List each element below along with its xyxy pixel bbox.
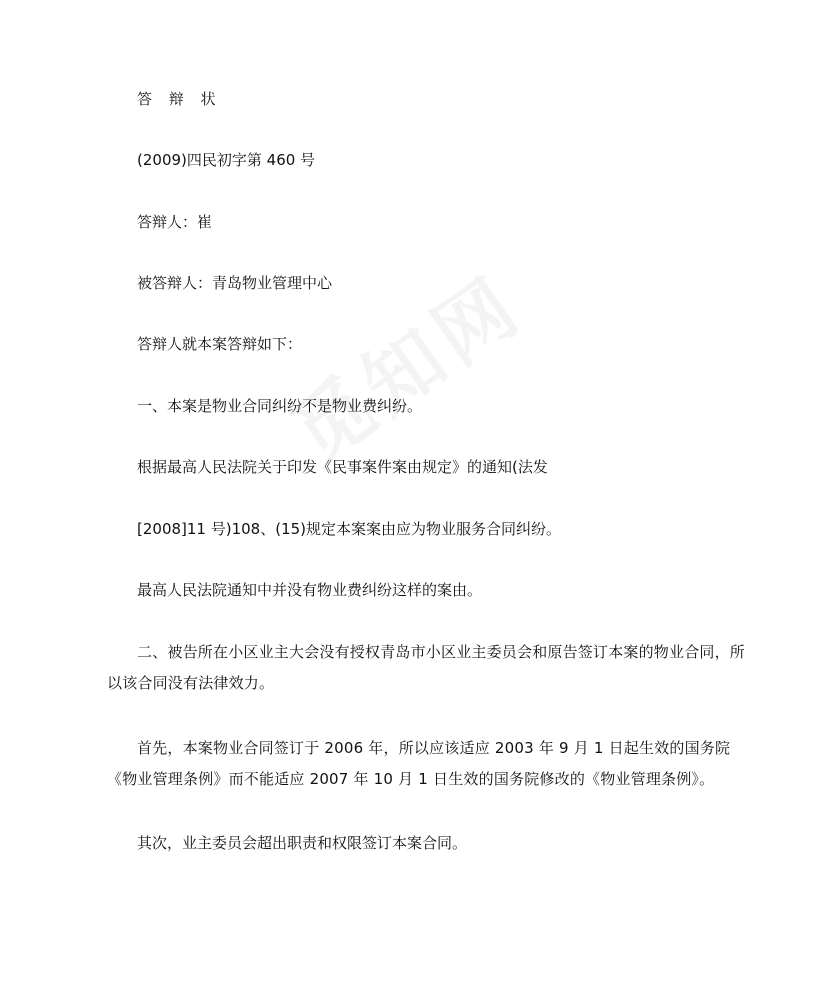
opposing-party-line: 被答辩人：青岛物业管理中心 — [137, 274, 333, 292]
intro-line: 答辩人就本案答辩如下： — [137, 335, 303, 353]
respondent-line: 答辩人：崔 — [137, 213, 213, 231]
point2-heading: 二、被告所在小区业主大会没有授权青岛市小区业主委员会和原告签订本案的物业合同，所以该合同没有法律效力。 — [107, 643, 746, 692]
point1-line2: [2008]11 号)108、(15)规定本案案由应为物业服务合同纠纷。 — [137, 520, 562, 538]
point2-first: 首先，本案物业合同签订于 2006 年，所以应该适应 2003 年 9 月 1 日起生效的国务院《物业管理条例》而不能适应 2007 年 10 月 1 日生效的国务院修改的《物业管理条例》。 — [107, 739, 731, 788]
point1-line1: 根据最高人民法院关于印发《民事案件案由规定》的通知(法发 — [137, 458, 548, 476]
document-title: 答 辩 状 — [137, 90, 222, 108]
case-number: (2009)四民初字第 460 号 — [137, 151, 316, 169]
point1-line3: 最高人民法院通知中并没有物业费纠纷这样的案由。 — [137, 581, 483, 599]
point1-heading: 一、本案是物业合同纠纷不是物业费纠纷。 — [137, 397, 423, 415]
point2-second: 其次，业主委员会超出职责和权限签订本案合同。 — [137, 834, 468, 852]
